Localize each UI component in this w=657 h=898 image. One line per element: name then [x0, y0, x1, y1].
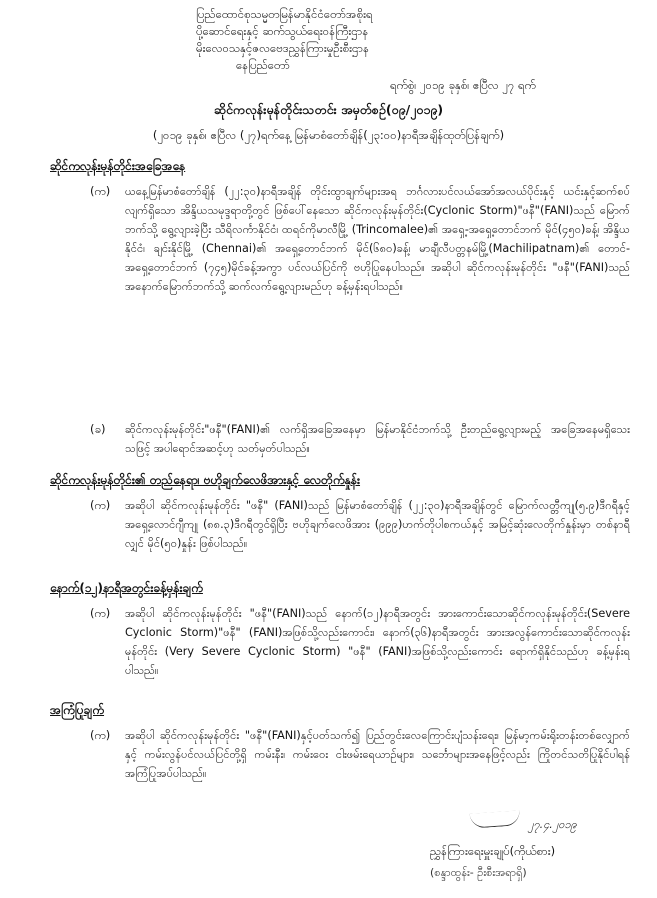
- item-number: (က): [90, 498, 111, 512]
- paragraph-alert-level: ဆိုင်ကလုန်းမုန်တိုင်း"ဖနီ"(FANI)၏ လက်ရှိအခြေအနေမှာ မြန်မာနိုင်ငံဘက်သို့ ဦးတည်ရွေ့လျားမည့် အခြေအနေမရှိသေးသဖြင့် အပါရောင်အဆင့်ဟု သတ်မှတ်ပါသည်။: [125, 423, 630, 455]
- document-date: ရက်စွဲ၊ ၂၀၁၉ ခုနှစ်၊ ဧပြီလ ၂၇ ရက်: [390, 78, 536, 92]
- item-number: (က): [90, 606, 111, 620]
- section-heading-status: ဆိုင်ကလုန်းမုန်တိုင်းအခြေအနေ: [50, 159, 186, 173]
- signatory-block: [430, 840, 555, 884]
- paragraph-advice: အဆိုပါ ဆိုင်ကလုန်းမုန်တိုင်း "ဖနီ"(FANI)နှင့်ပတ်သက်၍ ပြည်တွင်းလေကြောင်းပျံသန်းရေး၊ မြန်မာ့ကမ်းရိုးတန်းတစ်လျှောက်နှင့် ကမ်းလွန်ပင်လယ်ပြင်တို့ရှိ ကမ်းနီး၊ ကမ်းဝေး ငါးဖမ်းရေယာဉ်များ၊ သင်္ဘောများအနေဖြင့်လည်း ကြိုတင်သတိပြုနိုင်ပါရန် အကြံပြုအပ်ပါသည်။: [125, 729, 630, 780]
- item-number: (က): [90, 728, 111, 742]
- paragraph-forecast: အဆိုပါ ဆိုင်ကလုန်းမုန်တိုင်း "ဖနီ"(FANI)သည် နောက်(၁၂)နာရီအတွင်း အားကောင်းသောဆိုင်ကလုန်းမုန်တိုင်း(Severe Cyclonic Storm)"ဖနီ" (FANI)အဖြစ်သို့လည်းကောင်း၊ နောက်(၃၆)နာရီအတွင်း အားအလွန်ကောင်းသောဆိုင်ကလုန်းမုန်တိုင်း (Very Severe Cyclonic Storm) "ဖနီ" (FANI)အဖြစ်သို့လည်းကောင်း ရောက်ရှိနိုင်သည်ဟု ခန့်မှန်းရပါသည်။: [125, 607, 630, 677]
- section-heading-forecast: နောက်(၁၂)နာရီအတွင်းခန့်မှန်းချက်: [50, 581, 203, 595]
- item-number: (က): [90, 184, 111, 198]
- signature-date: ၂၇.၄.၂၀၁၉: [528, 818, 577, 831]
- paragraph-storm-status: ယနေ့မြန်မာစံတော်ချိန် (၂၂:၃၀)နာရီအချိန် တိုင်းထွာချက်များအရ ဘင်္ဂလားပင်လယ်အော်အလယ်ပိုင်းနှင့် ယင်းနှင့်ဆက်စပ်လျက်ရှိသော အိန္ဒိယသမုဒ္ဒရာတို့တွင် ဖြစ်ပေါ်နေသော ဆိုင်ကလုန်းမုန်တိုင်း(Cyclonic Storm)"ဖနီ"(FANI)သည် မြောက်ဘက်သို့ ရွေ့လျားခဲ့ပြီး သီရိလင်္ကာနိုင်ငံ၊ ထရင်ကိုမာလီမြို့ (Trincomalee)၏ အရှေ့-အရှေ့တောင်ဘက် မိုင်(၄၅၀)ခန့်၊ အိန္ဒိယနိုင်ငံ၊ ချင်းနိုင်မြို့ (Chennai)၏ အရှေ့တောင်ဘက် မိုင်(၆၈၀)ခန့်၊ မာချီလီပတ္တနမ်မြို့(Machilipatnam)၏ တောင်-အရှေ့တောင်ဘက် (၇၄၅)မိုင်ခန့်အကွာ ပင်လယ်ပြင်ကို ဗဟိုပြုနေပါသည်။ အဆိုပါ ဆိုင်ကလုန်းမုန်တိုင်း "ဖနီ"(FANI)သည် အနောက်မြောက်ဘက်သို့ ဆက်လက်ရွေ့လျားမည်ဟု ခန့်မှန်းရပါသည်။: [125, 185, 630, 293]
- section-heading-advice: အကြံပြုချက်: [50, 703, 105, 717]
- letterhead-ministry: ပို့ဆောင်ရေးနှင့် ဆက်သွယ်ရေးဝန်ကြီးဌာန: [196, 24, 369, 38]
- signatory-rank: (စန္ဒာထွန်း- ဦးစီးအရာရှိ): [430, 866, 527, 879]
- letterhead-department: မိုးလေဝသနှင့်ဇလဗေဒညွှန်ကြားမှုဦးစီးဌာန: [196, 41, 370, 55]
- section-heading-position: ဆိုင်ကလုန်းမုန်တိုင်း၏ တည်နေရာ၊ ဗဟိုချက်လေဖိအားနှင့် လေတိုက်နှုန်း: [50, 473, 361, 487]
- paragraph-position: အဆိုပါ ဆိုင်ကလုန်းမုန်တိုင်း "ဖနီ" (FANI)သည် မြန်မာစံတော်ချိန် (၂၂:၃၀)နာရီအချိန်တွင် မြောက်လတ္တီကျု(၅.၉)ဒီဂရီနှင့် အရှေ့လောင်ဂျီကျု (၈၈.၃)ဒီဂရီတွင်ရှိပြီး ဗဟိုချက်လေဖိအား (၉၉၉)ဟက်တိုပါစကယ်နှင့် အမြင့်ဆုံးလေတိုက်နှုန်းမှာ တစ်နာရီလျှင် မိုင်(၅၀)နှုန်း ဖြစ်ပါသည်။: [125, 499, 630, 550]
- document-title: ဆိုင်ကလုန်းမုန်တိုင်းသတင်း အမှတ်စဉ်(၀၉/၂၀၁၉): [213, 102, 444, 117]
- letterhead-government: ပြည်ထောင်စုသမ္မတမြန်မာနိုင်ငံတော်အစိုးရ: [196, 7, 373, 21]
- handwritten-signature: [470, 810, 521, 828]
- letterhead: [196, 6, 373, 74]
- signatory-title: ညွှန်ကြားရေးမှူးချုပ်(ကိုယ်စား): [430, 844, 556, 858]
- item-number: (ခ): [90, 422, 106, 436]
- letterhead-city: နေပြည်တော်: [236, 58, 290, 72]
- document-subtitle: (၂၀၁၉ ခုနှစ်၊ ဧပြီလ (၂၇)ရက်နေ့ မြန်မာစံတော်ချိန်(၂၃:၀၀)နာရီအချိန်ထုတ်ပြန်ချက်): [152, 128, 505, 142]
